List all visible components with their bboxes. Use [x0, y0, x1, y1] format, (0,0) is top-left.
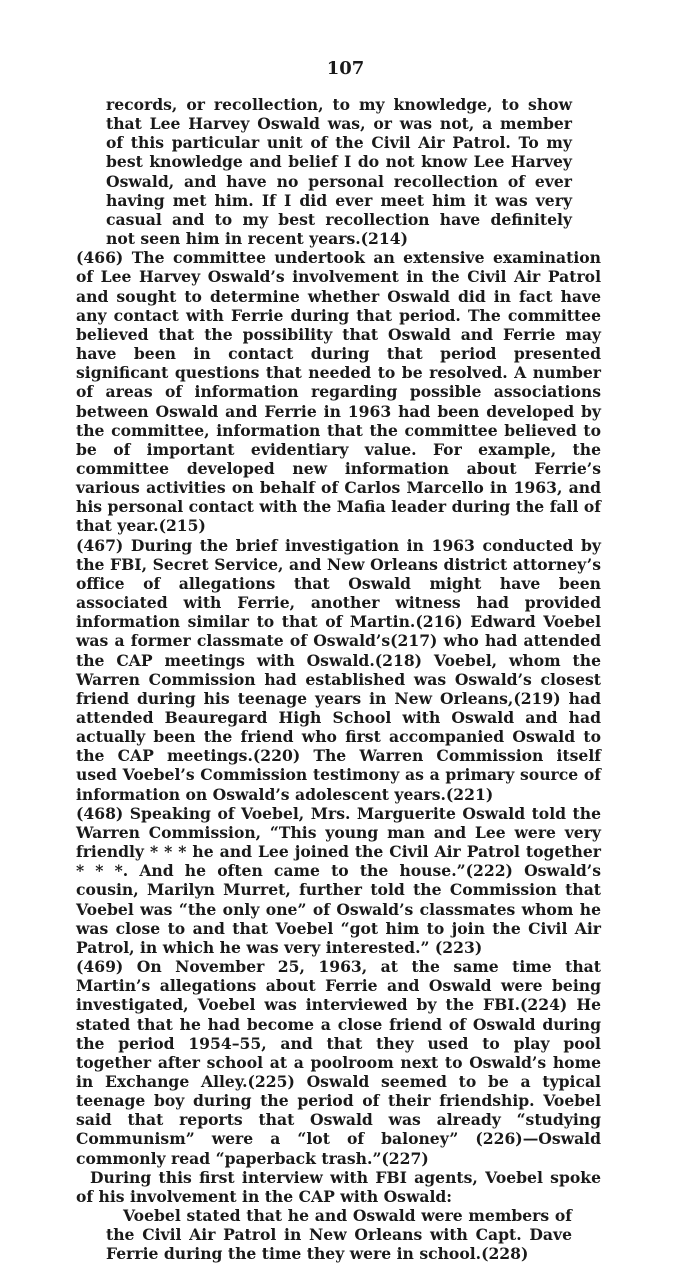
body-text: [76, 95, 601, 1264]
paragraph-468: (468) Speaking of Voebel, Mrs. Marguerite Oswald told the Warren Commission, “This young man and Lee were very friendly * * * he and Lee joined the Civil Air Patrol together * * *. And he often came to the house.”(222) Oswald’s cousin, Marilyn Murret, further told the Commission that Voebel was “the only one” of Oswald’s classmates whom he was close to and that Voebel “got him to join the Civil Air Patrol, in which he was very interested.” (223): [76, 803, 601, 957]
quoted-statement: records, or recollection, to my knowledge, to show that Lee Harvey Oswald was, or was not, a member of this particular unit of the Civil Air Patrol. To my best knowledge and belief I do not know Lee Harvey Oswald, and have no personal recollection of ever having met him. If I did ever meet him it was very casual and to my best recollection have definitely not seen him in recent years.(214): [106, 95, 572, 249]
interview-intro: During this first interview with FBI agents, Voebel spoke of his involvement in the CAP with Oswald:: [76, 1167, 601, 1206]
paragraph-466: (466) The committee undertook an extensive examination of Lee Harvey Oswald’s involvement in the Civil Air Patrol and sought to determine whether Oswald did in fact have any contact with Ferrie during that period. The committee believed that the possibility that Oswald and Ferrie may have been in contact during that period presented significant questions that needed to be resolved. A number of areas of information regarding possible associations between Oswald and Ferrie in 1963 had been developed by the committee, information that the committee believed to be of important evidentiary value. For example, the committee developed new information about Ferrie’s various activities on behalf of Carlos Marcello in 1963, and his personal contact with the Mafia leader during the fall of that year.(215): [76, 248, 601, 536]
page-number: 107: [326, 58, 365, 79]
fbi-quote: Voebel stated that he and Oswald were members of the Civil Air Patrol in New Orleans with Capt. Dave Ferrie during the time they were in school.(228): [106, 1206, 572, 1264]
paragraph-469: (469) On November 25, 1963, at the same time that Martin’s allegations about Ferrie and Oswald were being investigated, Voebel was interviewed by the FBI.(224) He stated that he had become a close friend of Oswald during the period 1954–55, and that they used to play pool together after school at a poolroom next to Oswald’s home in Exchange Alley.(225) Oswald seemed to be a typical teenage boy during the period of their friendship. Voebel said that reports that Oswald was already “studying Communism” were a “lot of baloney” (226)—Oswald commonly read “paperback trash.”(227): [76, 957, 601, 1168]
paragraph-467: (467) During the brief investigation in 1963 conducted by the FBI, Secret Service, and New Orleans district attorney’s office of allegations that Oswald might have been associated with Ferrie, another witness had provided information similar to that of Martin.(216) Edward Voebel was a former classmate of Oswald’s(217) who had attended the CAP meetings with Oswald.(218) Voebel, whom the Warren Commission had established was Oswald’s closest friend during his teenage years in New Orleans,(219) had attended Beauregard High School with Oswald and had actually been the friend who first accompanied Oswald to the CAP meetings.(220) The Warren Commission itself used Voebel’s Commission testimony as a primary source of information on Oswald’s adolescent years.(221): [76, 535, 601, 804]
